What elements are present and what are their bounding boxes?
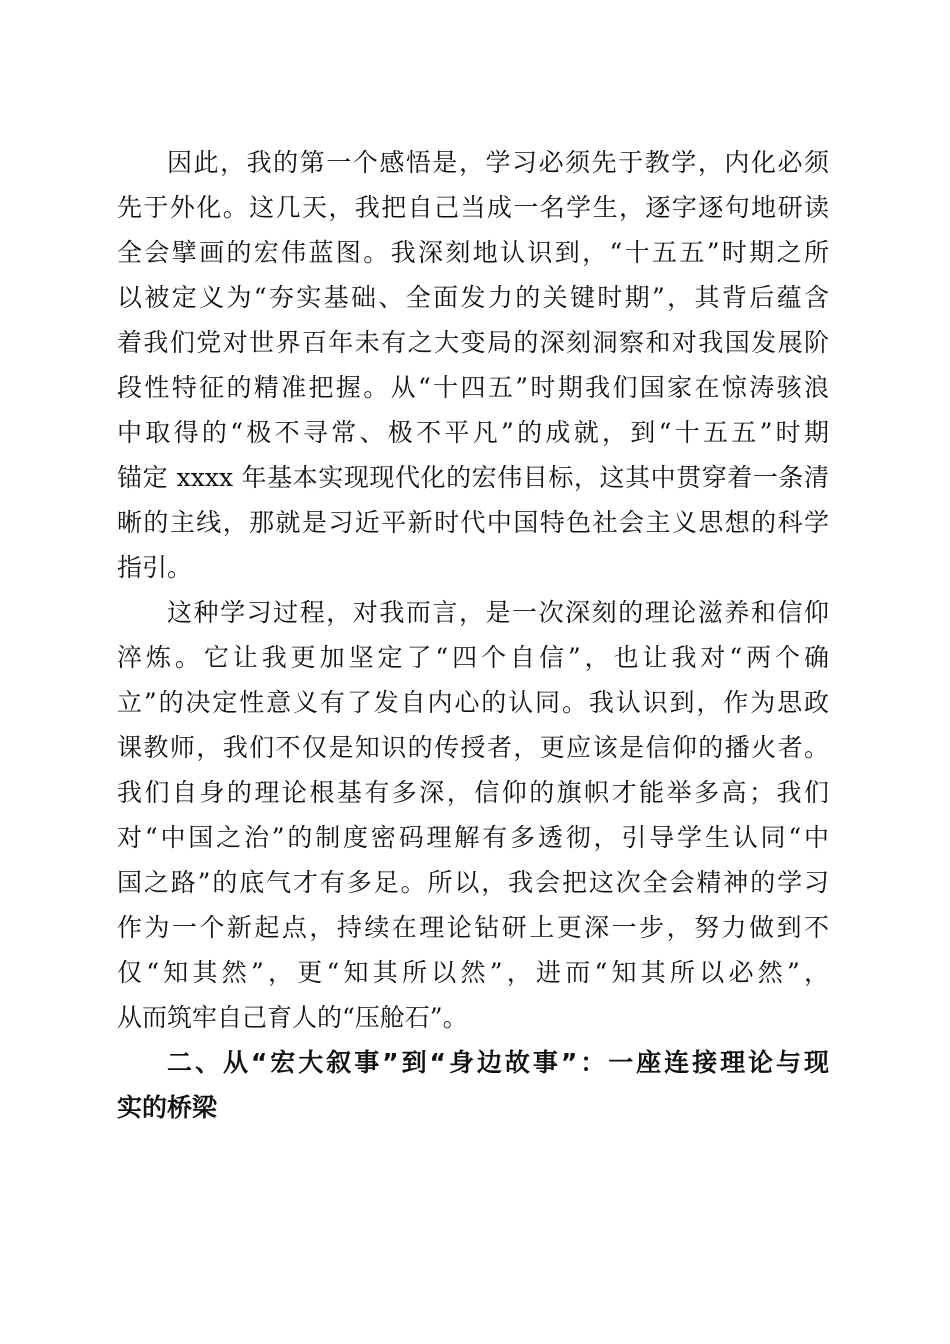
section-heading-line: 实的桥梁 [117, 1093, 218, 1122]
paragraph-line: 段性特征的精准把握。从“十四五”时期我们国家在惊涛骇浪 [117, 373, 829, 402]
paragraph-line: 仅“知其然”，更“知其所以然”，进而“知其所以必然”， [117, 958, 829, 987]
paragraph-line: 中取得的“极不寻常、极不平凡”的成就，到“十五五”时期 [117, 418, 829, 447]
paragraph-line: 从而筑牢自己育人的“压舱石”。 [117, 1003, 468, 1032]
paragraph-line: 以被定义为“夯实基础、全面发力的关键时期”，其背后蕴含 [117, 283, 829, 312]
paragraph-line: 先于外化。这几天，我把自己当成一名学生，逐字逐句地研读 [117, 193, 829, 222]
paragraph-line: 着我们党对世界百年未有之大变局的深刻洞察和对我国发展阶 [117, 328, 829, 357]
paragraph-2 [117, 590, 829, 1040]
paragraph-line: 指引。 [117, 553, 193, 582]
paragraph-line: 淬炼。它让我更加坚定了“四个自信”，也让我对“两个确 [117, 643, 829, 672]
paragraph-line: 锚定 xxxx 年基本实现现代化的宏伟目标，这其中贯穿着一条清 [117, 463, 829, 492]
paragraph-line: 晰的主线，那就是习近平新时代中国特色社会主义思想的科学 [117, 508, 829, 537]
paragraph-line: 我们自身的理论根基有多深，信仰的旗帜才能举多高；我们 [117, 778, 829, 807]
paragraph-line: 因此，我的第一个感悟是，学习必须先于教学，内化必须 [167, 148, 829, 177]
paragraph-line: 对“中国之治”的制度密码理解有多透彻，引导学生认同“中 [117, 823, 829, 852]
paragraph-line: 课教师，我们不仅是知识的传授者，更应该是信仰的播火者。 [117, 733, 829, 762]
section-heading [117, 1040, 829, 1130]
paragraph-line: 这种学习过程，对我而言，是一次深刻的理论滋养和信仰 [167, 598, 829, 627]
paragraph-line: 全会擘画的宏伟蓝图。我深刻地认识到，“十五五”时期之所 [117, 238, 829, 267]
paragraph-line: 国之路”的底气才有多足。所以，我会把这次全会精神的学习 [117, 868, 829, 897]
paragraph-line: 立”的决定性意义有了发自内心的认同。我认识到，作为思政 [117, 688, 829, 717]
document-body [117, 140, 829, 1130]
paragraph-line: 作为一个新起点，持续在理论钻研上更深一步，努力做到不 [117, 913, 829, 942]
paragraph-1 [117, 140, 829, 590]
section-heading-line: 二、从“宏大叙事”到“身边故事”：一座连接理论与现 [167, 1048, 829, 1077]
